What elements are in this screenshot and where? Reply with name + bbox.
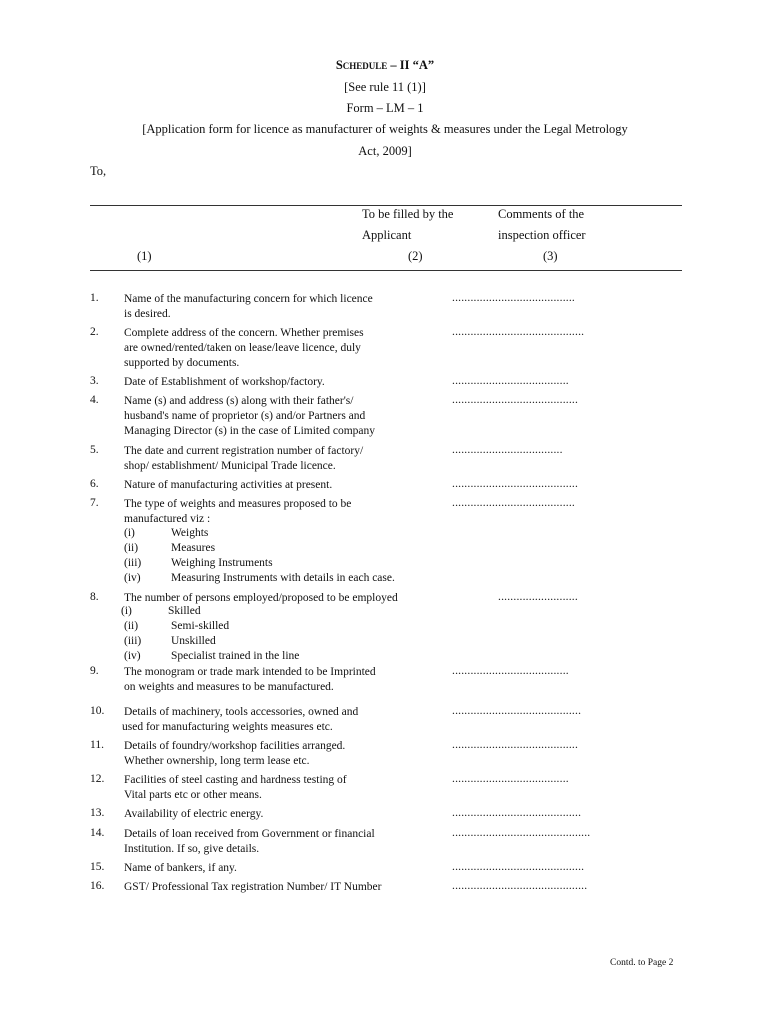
item-label: Name of bankers, if any. (124, 862, 237, 874)
item-label: shop/ establishment/ Municipal Trade licence. (124, 460, 336, 472)
form-title-line1: [Application form for licence as manufacturer of weights & measures under the Legal Metrology (142, 122, 628, 136)
item-label: The monogram or trade mark intended to be Imprinted (124, 666, 376, 678)
sub-item-numeral: (i) (121, 605, 132, 617)
applicant-entry-field[interactable]: ......................................... (452, 739, 579, 751)
sub-item-label: Semi-skilled (171, 620, 230, 632)
sub-item-label: Weights (171, 527, 209, 539)
item-number: 5. (90, 444, 99, 456)
item-number: 11. (90, 739, 104, 751)
item-number: 15. (90, 861, 105, 873)
form-title-line2: Act, 2009] (358, 144, 412, 158)
item-label: Whether ownership, long term lease etc. (124, 755, 310, 767)
sub-item-numeral: (ii) (124, 542, 139, 554)
sub-item (124, 556, 273, 571)
sub-item-numeral: (iv) (124, 572, 141, 584)
item-number: 9. (90, 665, 99, 677)
item-number: 1. (90, 292, 99, 304)
sub-item-label: Skilled (168, 605, 201, 617)
col3-number: (3) (543, 249, 558, 263)
sub-item-numeral: (iii) (124, 557, 142, 569)
sub-item (121, 604, 201, 619)
sub-item (124, 571, 395, 586)
item-number: 2. (90, 326, 99, 338)
applicant-entry-field[interactable]: ......................................... (452, 394, 579, 406)
item-label: are owned/rented/taken on lease/leave licence, duly (124, 342, 361, 354)
sub-item-label: Unskilled (171, 635, 216, 647)
item-label: Name (s) and address (s) along with their father's/ (124, 395, 354, 407)
item-label: used for manufacturing weights measures etc. (122, 721, 333, 733)
item-label: Name of the manufacturing concern for which licence (124, 293, 373, 305)
item-label: Details of loan received from Government or financial (124, 828, 375, 840)
item-number: 7. (90, 497, 99, 509)
item-label: Date of Establishment of workshop/factory. (124, 376, 325, 388)
sub-item-label: Measures (171, 542, 216, 554)
col3-header-line1: Comments of the (498, 207, 585, 221)
applicant-entry-field[interactable]: ............................................. (452, 827, 591, 839)
item-number: 6. (90, 478, 99, 490)
col1-number: (1) (137, 249, 152, 263)
item-label: Nature of manufacturing activities at present. (124, 479, 333, 491)
item-label: Details of foundry/workshop facilities arranged. (124, 740, 346, 752)
sub-item (124, 634, 216, 649)
applicant-entry-field[interactable]: ........................................... (452, 326, 585, 338)
applicant-entry-field[interactable]: ........................................... (452, 861, 585, 873)
item-label: The number of persons employed/proposed to be employed (124, 592, 398, 604)
item-label: The type of weights and measures proposed to be (124, 498, 352, 510)
item-label: Facilities of steel casting and hardness testing of (124, 774, 347, 786)
sub-item-label: Specialist trained in the line (171, 650, 300, 662)
sub-item-numeral: (iii) (124, 635, 142, 647)
item-number: 12. (90, 773, 105, 785)
sub-item (124, 649, 299, 664)
sub-item-label: Measuring Instruments with details in each case. (171, 572, 395, 584)
col2-header-line2: Applicant (362, 228, 412, 242)
applicant-entry-field[interactable]: ............................................ (452, 880, 588, 892)
applicant-entry-field[interactable]: ........................................ (452, 292, 575, 304)
item-label: Vital parts etc or other means. (124, 789, 262, 801)
item-label: Details of machinery, tools accessories, owned and (124, 706, 359, 718)
sub-item-numeral: (iv) (124, 650, 141, 662)
form-number: Form – LM – 1 (346, 101, 424, 115)
applicant-entry-field[interactable]: .................................... (452, 444, 563, 456)
item-number: 3. (90, 375, 99, 387)
item-label: supported by documents. (124, 357, 240, 369)
col2-number: (2) (408, 249, 423, 263)
sub-item (124, 526, 208, 541)
item-number: 16. (90, 880, 105, 892)
sub-item-label: Weighing Instruments (171, 557, 273, 569)
item-label: Complete address of the concern. Whether premises (124, 327, 364, 339)
item-number: 14. (90, 827, 105, 839)
applicant-entry-field[interactable]: .......................................... (452, 705, 582, 717)
item-label: on weights and measures to be manufactured. (124, 681, 334, 693)
item-number: 4. (90, 394, 99, 406)
item-label: husband's name of proprietor (s) and/or Partners and (124, 410, 366, 422)
item-label: Availability of electric energy. (124, 808, 264, 820)
applicant-entry-field[interactable]: .......................................... (452, 807, 582, 819)
item-label: GST/ Professional Tax registration Number/ IT Number (124, 881, 382, 893)
applicant-entry-field[interactable]: ...................................... (452, 665, 569, 677)
applicant-entry-field[interactable]: ......................................... (452, 478, 579, 490)
sub-item (124, 619, 229, 634)
col3-header-line2: inspection officer (498, 228, 586, 242)
item-number: 13. (90, 807, 105, 819)
item-number: 8. (90, 591, 99, 603)
item-label: Managing Director (s) in the case of Limited company (124, 425, 376, 437)
applicant-entry-field[interactable]: ........................................ (452, 497, 575, 509)
rule-reference: [See rule 11 (1)] (344, 80, 426, 94)
item-label: manufactured viz : (124, 513, 211, 525)
continued-note: Contd. to Page 2 (610, 958, 674, 968)
table-top-rule (90, 205, 682, 206)
applicant-entry-field[interactable]: .......................... (498, 591, 578, 603)
item-number: 10. (90, 705, 105, 717)
sub-item (124, 541, 215, 556)
addressee: To, (90, 164, 107, 178)
applicant-entry-field[interactable]: ...................................... (452, 375, 569, 387)
applicant-entry-field[interactable]: ...................................... (452, 773, 569, 785)
col2-header-line1: To be filled by the (362, 207, 454, 221)
schedule-heading: Schedule – II “A” (335, 58, 435, 72)
item-label: The date and current registration number of factory/ (124, 445, 364, 457)
item-label: Institution. If so, give details. (124, 843, 260, 855)
table-bottom-rule (90, 270, 682, 271)
sub-item-numeral: (i) (124, 527, 135, 539)
sub-item-numeral: (ii) (124, 620, 139, 632)
item-label: is desired. (124, 308, 171, 320)
